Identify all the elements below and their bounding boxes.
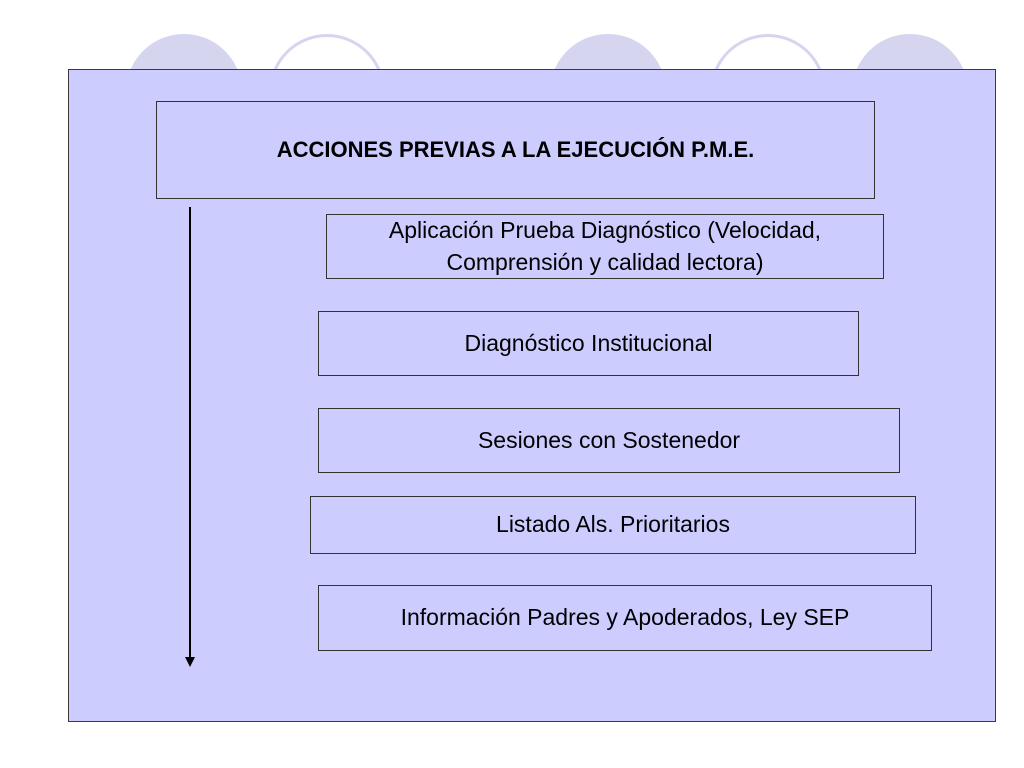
step-box-institutional-diagnosis (318, 311, 859, 376)
step-box-diagnostic-test (326, 214, 884, 279)
diagram-title-box (156, 101, 875, 199)
step-label: Diagnóstico Institucional (464, 329, 713, 356)
step-label: Listado Als. Prioritarios (496, 511, 730, 538)
step-label: Aplicación Prueba Diagnóstico (Velocidad, Comprensión y calidad lectora) (388, 217, 822, 275)
step-box-sessions-sostenedor (318, 408, 900, 473)
diagram-title: ACCIONES PREVIAS A LA EJECUCIÓN P.M.E. (276, 137, 755, 163)
step-label: Sesiones con Sostenedor (477, 426, 741, 453)
step-label: Información Padres y Apoderados, Ley SEP (400, 604, 850, 631)
step-box-parents-information (318, 585, 932, 651)
step-box-priority-students (310, 496, 916, 554)
down-arrow-icon (185, 657, 195, 667)
